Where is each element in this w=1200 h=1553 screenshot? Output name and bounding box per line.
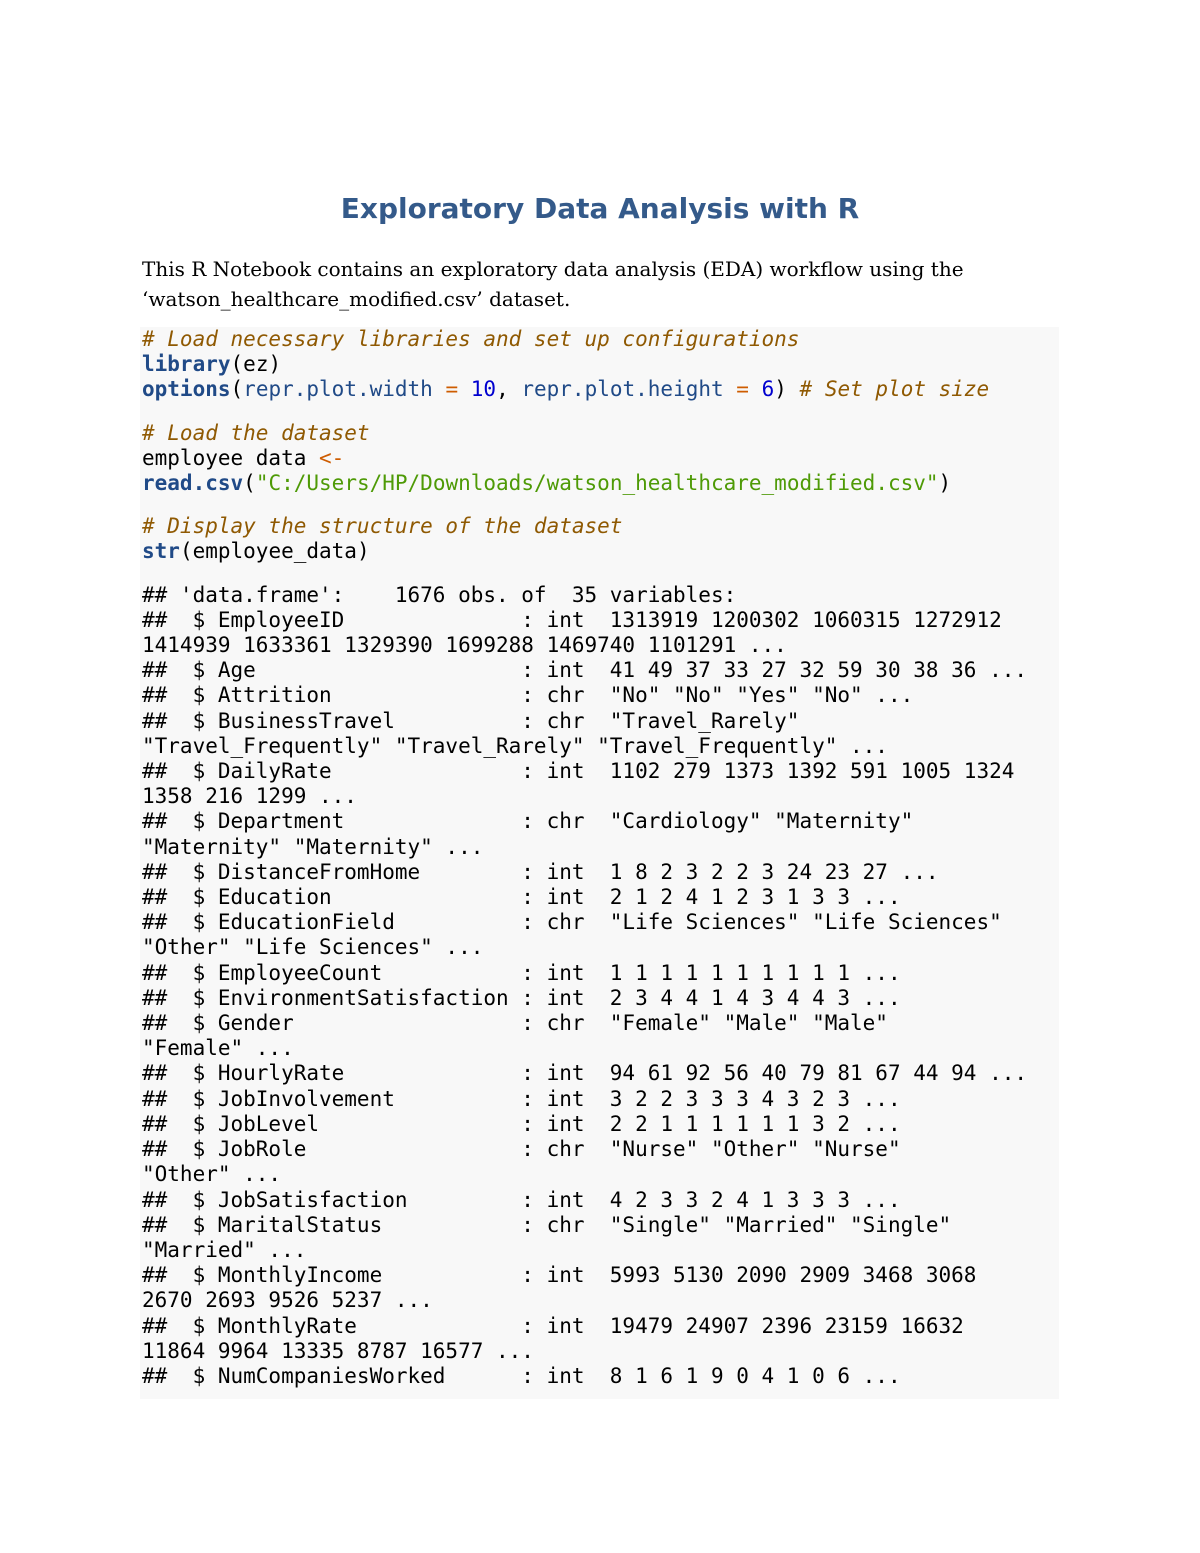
code-comment: # Set plot size xyxy=(799,377,990,402)
function-name: options xyxy=(142,377,231,402)
argument: repr.plot.width xyxy=(243,377,433,402)
function-name: read.csv xyxy=(142,471,244,496)
string-literal: "C:/Users/HP/Downloads/watson_healthcare_modified.csv" xyxy=(255,471,939,496)
output-line: "Married" ... xyxy=(142,1237,307,1262)
output-line: ## $ Gender : chr "Female" "Male" "Male" xyxy=(142,1011,888,1036)
code-line-library: library(ez) xyxy=(142,352,282,377)
output-line: ## $ EducationField : chr "Life Sciences" "Life Sciences" xyxy=(142,910,1002,935)
output-line: ## $ JobSatisfaction : int 4 2 3 3 2 4 1 3 3 3 ... xyxy=(142,1187,901,1212)
output-line: ## $ HourlyRate : int 94 61 92 56 40 79 81 67 44 94 ... xyxy=(142,1061,1028,1086)
number-literal: 6 xyxy=(761,377,775,402)
output-line: 2670 2693 9526 5237 ... xyxy=(142,1288,433,1313)
page-title: Exploratory Data Analysis with R xyxy=(340,192,860,225)
output-line: ## $ MonthlyIncome : int 5993 5130 2090 2909 3468 3068 xyxy=(142,1263,977,1288)
number-literal: 10 xyxy=(470,377,497,402)
output-line: "Other" "Life Sciences" ... xyxy=(142,935,484,960)
output-line: "Travel_Frequently" "Travel_Rarely" "Travel_Frequently" ... xyxy=(142,733,888,758)
code-line-options: options(repr.plot.width = 10, repr.plot.height = 6) # Set plot size xyxy=(142,377,990,402)
output-line: ## $ DistanceFromHome : int 1 8 2 3 2 2 3 24 23 27 ... xyxy=(142,859,939,884)
output-line: ## $ Attrition : chr "No" "No" "Yes" "No" ... xyxy=(142,683,914,708)
output-line: ## $ JobRole : chr "Nurse" "Other" "Nurse" xyxy=(142,1137,901,1162)
intro-paragraph xyxy=(142,254,1062,314)
output-line: "Female" ... xyxy=(142,1036,294,1061)
argument: repr.plot.height xyxy=(521,377,724,402)
argument: ez xyxy=(243,352,269,377)
code-comment: # Load the dataset xyxy=(142,420,370,445)
output-line: ## $ Department : chr "Cardiology" "Maternity" xyxy=(142,809,914,834)
output-line: "Maternity" "Maternity" ... xyxy=(142,834,484,859)
output-line: ## $ Education : int 2 1 2 4 1 2 3 1 3 3 ... xyxy=(142,885,901,910)
output-line: ## $ EnvironmentSatisfaction : int 2 3 4 4 1 4 3 4 4 3 ... xyxy=(142,985,901,1010)
output-line: ## $ MonthlyRate : int 19479 24907 2396 23159 16632 xyxy=(142,1313,964,1338)
function-name: library xyxy=(142,352,231,377)
output-line: ## $ NumCompaniesWorked : int 8 1 6 1 9 0 4 1 0 6 ... xyxy=(142,1363,901,1388)
code-line-str: str(employee_data) xyxy=(142,539,370,564)
output-line: ## $ BusinessTravel : chr "Travel_Rarely" xyxy=(142,708,800,733)
code-source xyxy=(140,327,1059,1389)
output-line: ## $ MaritalStatus : chr "Single" "Married" "Single" xyxy=(142,1212,952,1237)
assign-operator: <- xyxy=(319,445,345,470)
output-line: ## $ EmployeeCount : int 1 1 1 1 1 1 1 1 1 1 ... xyxy=(142,960,901,985)
code-comment: # Display the structure of the dataset xyxy=(142,514,623,539)
intro-line: This R Notebook contains an exploratory data analysis (EDA) workflow using the xyxy=(142,257,964,281)
code-block xyxy=(140,327,1059,1399)
output-line: ## $ EmployeeID : int 1313919 1200302 1060315 1272912 xyxy=(142,607,1002,632)
code-line-read-csv: read.csv("C:/Users/HP/Downloads/watson_healthcare_modified.csv") xyxy=(142,471,952,496)
output-line: ## $ JobLevel : int 2 2 1 1 1 1 1 1 3 2 ... xyxy=(142,1111,901,1136)
argument: employee_data xyxy=(192,539,357,564)
output-line: ## $ DailyRate : int 1102 279 1373 1392 591 1005 1324 xyxy=(142,759,1015,784)
output-line: ## $ JobInvolvement : int 3 2 2 3 3 3 4 3 2 3 ... xyxy=(142,1086,901,1111)
output-line: 11864 9964 13335 8787 16577 ... xyxy=(142,1338,534,1363)
output-line: "Other" ... xyxy=(142,1162,282,1187)
variable-name: employee data xyxy=(142,445,320,470)
output-line: 1414939 1633361 1329390 1699288 1469740 1101291 ... xyxy=(142,633,787,658)
output-line: ## 'data.frame': 1676 obs. of 35 variables: xyxy=(142,582,737,607)
output-line: 1358 216 1299 ... xyxy=(142,784,357,809)
function-name: str xyxy=(142,539,180,564)
output-line: ## $ Age : int 41 49 37 33 27 32 59 30 38 36 ... xyxy=(142,658,1028,683)
intro-line: ‘watson_healthcare_modified.csv’ dataset. xyxy=(142,287,571,311)
code-comment: # Load necessary libraries and set up configurations xyxy=(142,327,800,351)
code-line-assign xyxy=(142,446,1059,471)
